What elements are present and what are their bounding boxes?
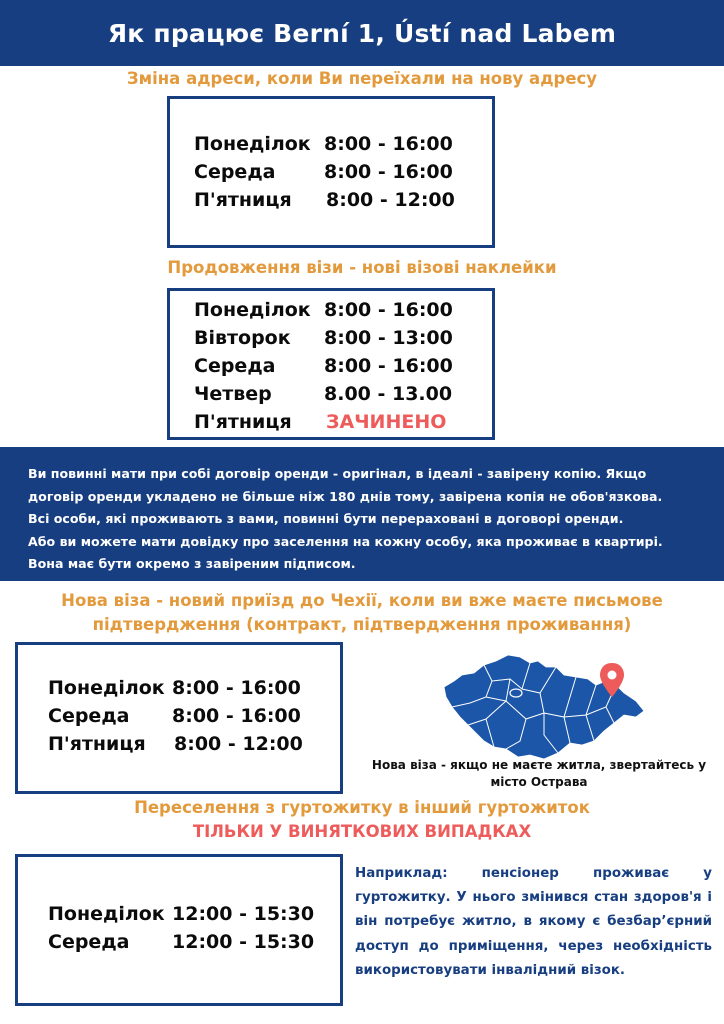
day-label: Середа <box>194 355 276 377</box>
time-label: 8:00 - 12:00 <box>174 733 303 755</box>
time-label: 8:00 - 16:00 <box>324 133 453 155</box>
new-visa-heading <box>0 589 724 637</box>
day-label: Середа <box>48 705 130 727</box>
map-caption-line: Нова віза - якщо не маєте житла, звертайтесь у <box>371 758 707 772</box>
time-label: 8.00 - 13.00 <box>324 383 453 405</box>
requirements-line: договір оренди укладено не більше ніж 180 днів тому, завірена копія не обов'язкова. <box>28 488 663 504</box>
day-label: Вівторок <box>194 327 291 349</box>
day-label: Середа <box>194 161 276 183</box>
time-label: 12:00 - 15:30 <box>172 931 315 953</box>
new-visa-heading-line: підтвердження (контракт, підтвердження проживання) <box>92 615 632 634</box>
day-label: П'ятниця <box>194 411 292 433</box>
time-label: 8:00 - 16:00 <box>172 677 301 699</box>
requirements-banner <box>0 447 724 581</box>
map-caption <box>366 757 712 791</box>
page-title: Як працює Berní 1, Ústí nad Labem <box>107 18 617 48</box>
dormitory-subheading: ТІЛЬКИ У ВИНЯТКОВИХ ВИПАДКАХ <box>192 822 532 841</box>
requirements-line: Вона має бути окремо з завіреним підписом. <box>28 556 356 572</box>
dormitory-example-text: Наприклад: пенсіонер проживає у гуртожитку. У нього змінився стан здоров'я і він потребує житло, в якому є безбар’єрний доступ до приміщення, через необхідність використовувати інвалідний візок. <box>355 866 712 978</box>
new-visa-heading-line: Нова віза - новий приїзд до Чехії, коли ви вже маєте письмове <box>61 591 663 610</box>
day-label: Четвер <box>194 383 272 405</box>
day-label: Середа <box>48 931 130 953</box>
day-label: Понеділок <box>194 133 311 155</box>
header-banner <box>0 0 724 66</box>
requirements-line: Всі особи, які проживають з вами, повинні бути перераховані в договорі оренди. <box>28 511 624 527</box>
time-label: 8:00 - 12:00 <box>326 189 455 211</box>
visa-extension-heading: Продовження візи - нові візові наклейки <box>167 258 557 277</box>
dormitory-hours-box <box>15 854 343 1006</box>
new-visa-hours-box <box>15 642 343 794</box>
requirements-line: Або ви можете мати довідку про заселення на кожну особу, яка проживає в квартирі. <box>28 533 663 549</box>
time-label: 8:00 - 16:00 <box>324 161 453 183</box>
time-label: 8:00 - 16:00 <box>172 705 301 727</box>
address-change-heading: Зміна адреси, коли Ви переїхали на нову адресу <box>126 69 598 88</box>
day-label: Понеділок <box>48 903 165 925</box>
map-caption-line: місто Острава <box>490 775 588 789</box>
time-label: 12:00 - 15:30 <box>172 903 315 925</box>
requirements-text <box>28 463 708 576</box>
time-label: 8:00 - 16:00 <box>324 355 453 377</box>
extension-hours-box <box>167 288 495 440</box>
day-label: П'ятниця <box>48 733 146 755</box>
requirements-line: Ви повинні мати при собі договір оренди - оригінал, в ідеалі - завірену копію. Якщо <box>28 466 647 481</box>
time-label: 8:00 - 16:00 <box>324 299 453 321</box>
czech-map-image <box>440 645 655 765</box>
day-label: П'ятниця <box>194 189 292 211</box>
day-label: Понеділок <box>48 677 165 699</box>
day-label: Понеділок <box>194 299 311 321</box>
closed-label: ЗАЧИНЕНО <box>326 411 447 433</box>
dormitory-heading: Переселення з гуртожитку в інший гуртожиток <box>134 798 590 817</box>
time-label: 8:00 - 13:00 <box>324 327 453 349</box>
address-hours-box <box>167 96 495 248</box>
